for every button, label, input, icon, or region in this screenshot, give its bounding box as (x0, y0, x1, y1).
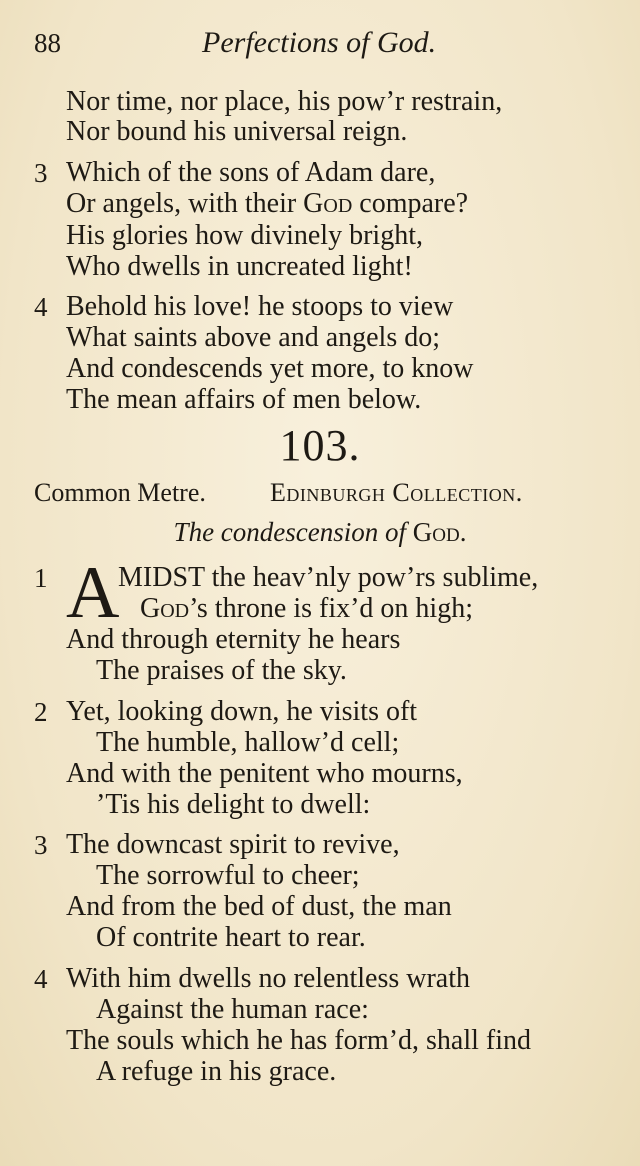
verse-line: The mean affairs of men below. (66, 384, 422, 415)
verse-line: And with the penitent who mourns, (66, 758, 463, 789)
page-number: 88 (34, 28, 61, 58)
verse-line: What saints above and angels do; (66, 322, 441, 353)
verse-line: The sorrowful to cheer; (96, 860, 360, 891)
verse-line: Of contrite heart to rear. (96, 922, 366, 953)
verse-line: ’Tis his delight to dwell: (96, 789, 371, 820)
verse-line: Or angels, with their God compare? (66, 188, 469, 219)
verse-line: Nor time, nor place, his pow’r restrain, (66, 86, 503, 117)
stanza-number: 3 (34, 830, 48, 860)
verse-line: Nor bound his universal reign. (66, 116, 408, 147)
drop-cap: A (66, 552, 120, 634)
verse-line: Who dwells in uncreated light! (66, 251, 413, 282)
stanza-number: 1 (34, 563, 48, 593)
verse-line: And from the bed of dust, the man (66, 891, 452, 922)
collection-label: Edinburgh Collection. (270, 478, 523, 507)
stanza-number: 4 (34, 292, 48, 322)
verse-line: His glories how divinely bright, (66, 220, 423, 251)
hymn-number: 103. (279, 421, 361, 470)
stanza-number: 4 (34, 964, 48, 994)
running-title: Perfections of God. (202, 26, 437, 59)
verse-line: And through eternity he hears (66, 624, 401, 655)
verse-line: The humble, hallow’d cell; (96, 727, 400, 758)
verse-line: The downcast spirit to revive, (66, 829, 400, 860)
stanza-number: 2 (34, 697, 48, 727)
verse-line: The souls which he has form’d, shall find (66, 1025, 532, 1056)
verse-line: The praises of the sky. (96, 655, 347, 686)
verse-line: And condescends yet more, to know (66, 353, 474, 384)
verse-line: Against the human race: (96, 994, 369, 1025)
verse-line: Which of the sons of Adam dare, (66, 157, 436, 188)
metre-label: Common Metre. (34, 478, 206, 507)
verse-line: Behold his love! he stoops to view (66, 291, 454, 322)
verse-line: With him dwells no relentless wrath (66, 963, 471, 994)
verse-line: God’s throne is fix’d on high; (140, 593, 473, 624)
verse-line: A refuge in his grace. (96, 1056, 337, 1087)
page-header (34, 26, 610, 66)
verse-line: MIDST the heav’nly pow’rs sublime, (118, 562, 539, 593)
hymn-meta (34, 478, 610, 508)
verse-line: Yet, looking down, he visits oft (66, 696, 418, 727)
hymn-subtitle: The condescension of God. (173, 517, 467, 547)
stanza-number: 3 (34, 158, 48, 188)
